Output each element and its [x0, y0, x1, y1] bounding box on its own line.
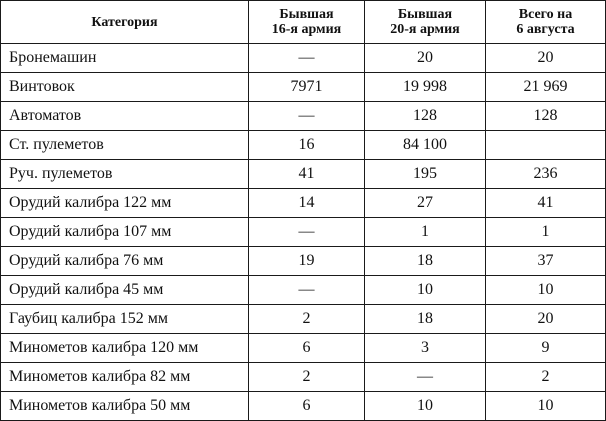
total-cell: 9 — [486, 334, 606, 363]
header-line: Бывшая — [397, 7, 453, 22]
table-row — [1, 44, 606, 73]
header-line: 16-я армия — [271, 22, 342, 37]
table-row — [1, 218, 606, 247]
army16-cell: — — [249, 276, 365, 305]
army20-cell: 10 — [365, 276, 486, 305]
army16-cell: — — [249, 218, 365, 247]
category-cell: Орудий калибра 76 мм — [1, 247, 249, 276]
category-cell: Гаубиц калибра 152 мм — [1, 305, 249, 334]
category-cell: Орудий калибра 107 мм — [1, 218, 249, 247]
table-row — [1, 131, 606, 160]
army20-cell: 20 — [365, 44, 486, 73]
army20-cell: 195 — [365, 160, 486, 189]
total-cell: 10 — [486, 392, 606, 421]
category-cell: Орудий калибра 45 мм — [1, 276, 249, 305]
army20-cell: 84 100 — [365, 131, 486, 160]
header-army20 — [365, 1, 486, 44]
army20-cell: 18 — [365, 305, 486, 334]
table-row — [1, 160, 606, 189]
total-cell: 1 — [486, 218, 606, 247]
header-line: 6 августа — [516, 22, 575, 37]
category-cell: Руч. пулеметов — [1, 160, 249, 189]
header-line: Категория — [91, 14, 158, 30]
table-row — [1, 363, 606, 392]
army16-cell: 14 — [249, 189, 365, 218]
army16-cell: 7971 — [249, 73, 365, 102]
header-total — [486, 1, 606, 44]
army16-cell: — — [249, 44, 365, 73]
category-cell: Минометов калибра 120 мм — [1, 334, 249, 363]
category-cell: Бронемашин — [1, 44, 249, 73]
army16-cell: 41 — [249, 160, 365, 189]
table-row — [1, 189, 606, 218]
army20-cell: 27 — [365, 189, 486, 218]
army20-cell: 10 — [365, 392, 486, 421]
total-cell: 20 — [486, 305, 606, 334]
total-cell: 20 — [486, 44, 606, 73]
total-cell: 21 969 — [486, 73, 606, 102]
table-body — [1, 44, 606, 421]
total-cell: 37 — [486, 247, 606, 276]
table-row — [1, 392, 606, 421]
army20-cell: 1 — [365, 218, 486, 247]
army16-cell: 2 — [249, 305, 365, 334]
table-header — [1, 1, 606, 44]
army16-cell: 19 — [249, 247, 365, 276]
header-army16 — [249, 1, 365, 44]
table-row — [1, 305, 606, 334]
table-row — [1, 334, 606, 363]
header-line: Бывшая — [279, 7, 334, 22]
table-row — [1, 276, 606, 305]
army20-cell: 3 — [365, 334, 486, 363]
category-cell: Минометов калибра 50 мм — [1, 392, 249, 421]
category-cell: Орудий калибра 122 мм — [1, 189, 249, 218]
category-cell: Ст. пулеметов — [1, 131, 249, 160]
header-row — [1, 1, 606, 44]
army16-cell: 2 — [249, 363, 365, 392]
total-cell: 236 — [486, 160, 606, 189]
army16-cell: 6 — [249, 334, 365, 363]
army16-cell: 16 — [249, 131, 365, 160]
total-cell: 2 — [486, 363, 606, 392]
army20-cell: 128 — [365, 102, 486, 131]
army20-cell: 19 998 — [365, 73, 486, 102]
table-row — [1, 247, 606, 276]
header-line: 20-я армия — [390, 22, 460, 37]
header-category — [1, 1, 249, 44]
army20-cell: 18 — [365, 247, 486, 276]
total-cell — [486, 131, 606, 160]
army20-cell: — — [365, 363, 486, 392]
table-row — [1, 73, 606, 102]
category-cell: Винтовок — [1, 73, 249, 102]
total-cell: 10 — [486, 276, 606, 305]
header-line: Всего на — [518, 7, 573, 22]
table-row — [1, 102, 606, 131]
total-cell: 128 — [486, 102, 606, 131]
category-cell: Минометов калибра 82 мм — [1, 363, 249, 392]
army16-cell: 6 — [249, 392, 365, 421]
army16-cell: — — [249, 102, 365, 131]
total-cell: 41 — [486, 189, 606, 218]
category-cell: Автоматов — [1, 102, 249, 131]
